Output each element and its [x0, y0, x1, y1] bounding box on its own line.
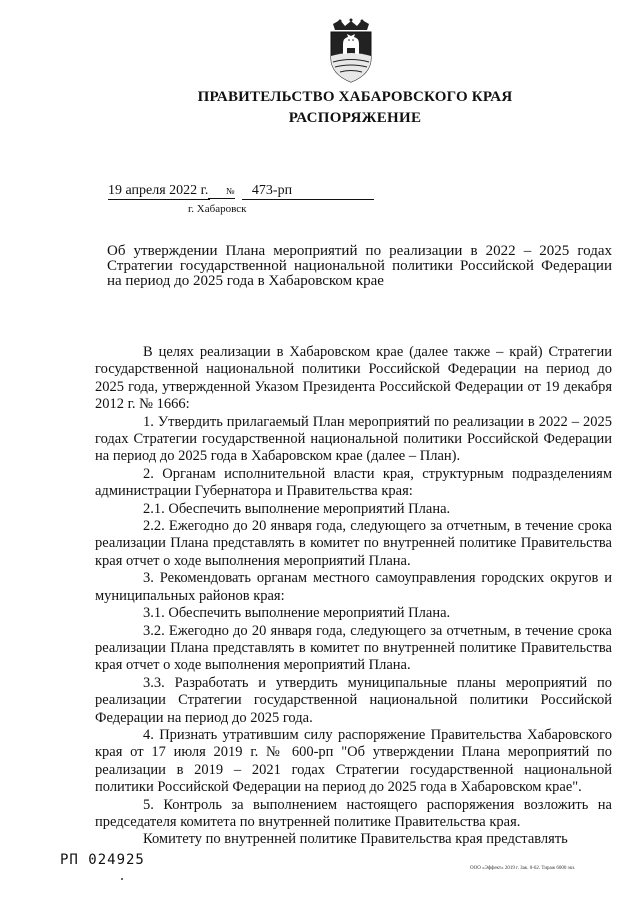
scan-dot	[121, 878, 123, 880]
clause-2-2: 2.2. Ежегодно до 20 января года, следующего за отчетным, в течение срока реализации Плана представлять в комитет по внутренней политике Правительства края отчет о ходе выполнения мероприятий Плана.	[95, 518, 612, 569]
clause-3: 3. Рекомендовать органам местного самоуправления городских округов и муниципальных районов края:	[95, 570, 612, 604]
document-date: 19 апреля 2022 г.	[108, 183, 209, 198]
document-body	[95, 344, 612, 849]
clause-3-2: 3.2. Ежегодно до 20 января года, следующего за отчетным, в течение срока реализации Плана представлять в комитет по внутренней политике Правительства края отчет о ходе выполнения мероприятий Плана.	[95, 622, 612, 674]
printer-imprint: ООО «Эффект» 2019 г. Зак. 0-62. Тираж 6000 экз.	[470, 866, 576, 871]
document-number: 473-рп	[242, 183, 374, 200]
clause-2: 2. Органам исполнительной власти края, структурным подразделениям администрации Губернатора и Правительства края:	[95, 465, 612, 500]
document-type: РАСПОРЯЖЕНИЕ	[288, 110, 422, 126]
government-name: ПРАВИТЕЛЬСТВО ХАБАРОВСКОГО КРАЯ	[197, 89, 513, 105]
clause-1: 1. Утвердить прилагаемый План мероприятий по реализации в 2022 – 2025 годах Стратегии государственной национальной политики Российской Федерации на период до 2025 года в Хабаровском крае (далее – План).	[95, 413, 612, 465]
clause-4: 4. Признать утратившим силу распоряжение Правительства Хабаровского края от 17 июля 2019 г. № 600-рп "Об утверждении Плана мероприятий по реализации в 2019 – 2021 годах Стратегии государственной национальной политики Российской Федерации на период до 2025 года в Хабаровском крае".	[95, 726, 612, 796]
clause-2-1: 2.1. Обеспечить выполнение мероприятий Плана.	[143, 500, 451, 517]
khabarovsk-coat-of-arms-icon	[325, 18, 377, 84]
document-city: г. Хабаровск	[188, 203, 247, 215]
clause-3-3: 3.3. Разработать и утвердить муниципальные планы мероприятий по реализации Стратегии государственной национальной политики Российской Федерации на период до 2025 года.	[95, 674, 612, 726]
clause-6: Комитету по внутренней политике Правительства края представлять	[143, 831, 568, 848]
clause-5: 5. Контроль за выполнением настоящего распоряжения возложить на председателя комитета по внутренней политике Правительства края.	[95, 796, 612, 830]
date-number-line	[108, 183, 374, 200]
form-serial-number: РП 024925	[60, 852, 145, 868]
clause-3-1: 3.1. Обеспечить выполнение мероприятий Плана.	[143, 605, 451, 622]
document-subject: Об утверждении Плана мероприятий по реализации в 2022 – 2025 годах Стратегии государственной национальной политики Российской Федерации на период до 2025 года в Хабаровском крае	[107, 243, 612, 289]
preamble-paragraph: В целях реализации в Хабаровском крае (далее также – край) Стратегии государственной национальной политики Российской Федерации на период до 2025 года, утвержденной Указом Президента Российской Федерации от 19 декабря 2012 г. № 1666:	[95, 344, 612, 413]
number-label: №	[225, 186, 235, 196]
number-underline	[208, 198, 235, 199]
